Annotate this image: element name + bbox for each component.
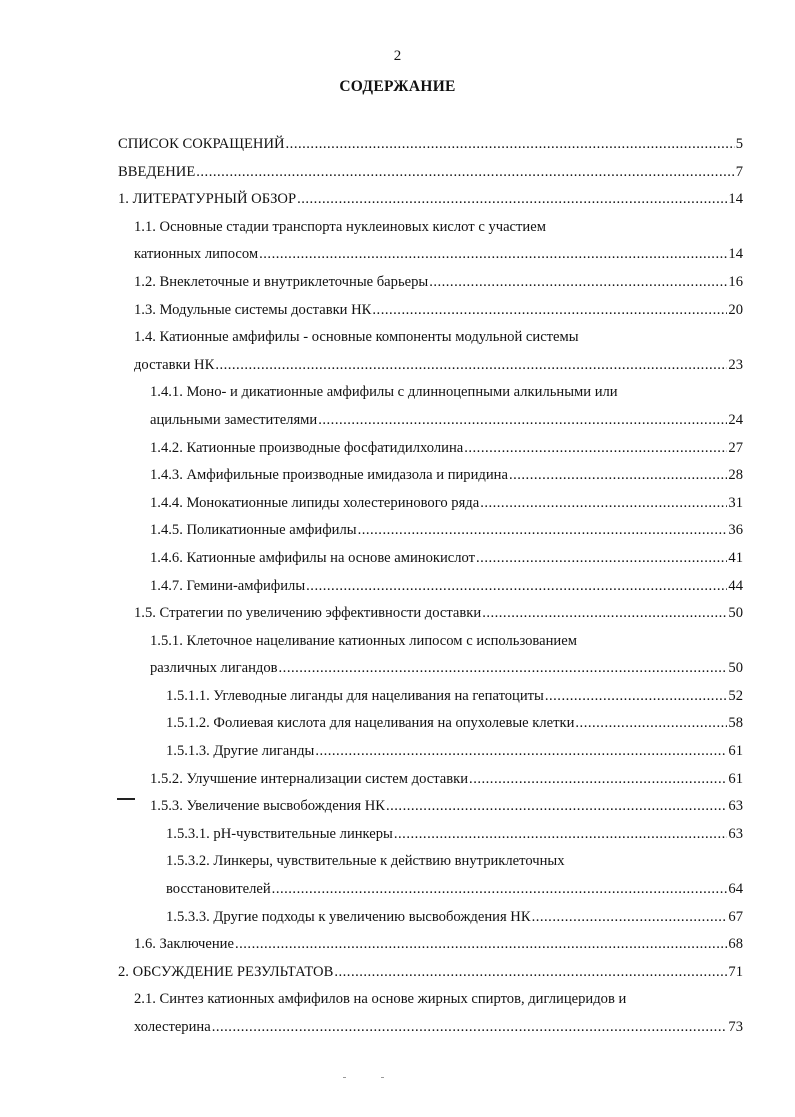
toc-page-number: 16 (728, 273, 743, 290)
toc-entry-title: 1.4.6. Катионные амфифилы на основе аминокислот (150, 549, 476, 566)
dot-leader (279, 655, 728, 683)
toc-entry-text: 1.5.1. Клеточное нацеливание катионных липосом с использованием (150, 632, 577, 649)
toc-entry[interactable] (0, 876, 795, 904)
dot-leader (306, 573, 727, 601)
toc-page-number: 28 (728, 467, 743, 484)
toc-entry[interactable] (0, 517, 795, 545)
page-title: СОДЕРЖАНИЕ (339, 78, 456, 95)
dot-leader (215, 352, 727, 380)
toc-page-number: 64 (728, 881, 743, 898)
toc-entry-title: 1.3. Модульные системы доставки НК (134, 301, 372, 318)
toc-entry-line (166, 821, 743, 849)
scan-speck (343, 1077, 346, 1078)
toc-entry-line (166, 904, 743, 932)
toc-entry-title: 1.4.7. Гемини-амфифилы (150, 577, 306, 594)
dot-leader (482, 600, 727, 628)
toc-entry-title: 1.6. Заключение (134, 936, 234, 953)
toc-entry-line (150, 407, 743, 435)
toc-page-number: 61 (728, 770, 743, 787)
dot-leader (464, 435, 727, 463)
toc-entry-title: холестерина (134, 1019, 211, 1035)
scan-speck (381, 1077, 384, 1078)
toc-page-number: 5 (735, 136, 743, 152)
toc-entry[interactable] (0, 683, 795, 711)
margin-dash-mark (117, 798, 135, 800)
toc-page-number: 20 (728, 301, 743, 318)
toc-entry[interactable] (0, 600, 795, 628)
toc-page-number: 44 (728, 577, 743, 594)
dot-leader (372, 297, 727, 325)
toc-entry-title: 1. ЛИТЕРАТУРНЫЙ ОБЗОР (118, 191, 297, 208)
dot-leader (315, 738, 727, 766)
toc-page-number: 52 (728, 687, 743, 704)
toc-entry-line (118, 159, 743, 187)
toc-entry-text: 1.4. Катионные амфифилы - основные компоненты модульной системы (134, 329, 579, 346)
toc-page-number: 63 (728, 798, 743, 815)
toc-page-number: 61 (728, 743, 743, 760)
toc-entry-line (150, 655, 743, 683)
dot-leader (476, 545, 727, 573)
dot-leader (212, 1014, 728, 1042)
toc-entry-title: 1.5.1.3. Другие лиганды (166, 743, 315, 760)
toc-entry[interactable] (0, 297, 795, 325)
toc-entry-title: 1.5.1.2. Фолиевая кислота для нацеливания на опухолевые клетки (166, 715, 575, 732)
toc-entry[interactable] (0, 655, 795, 683)
toc-entry[interactable] (0, 435, 795, 463)
dot-leader (272, 876, 728, 904)
toc-page-number: 50 (728, 605, 743, 622)
toc-entry-text: 2.1. Синтез катионных амфифилов на основе жирных спиртов, диглицеридов и (134, 991, 627, 1008)
toc-page-number: 7 (735, 163, 743, 180)
toc-entry-continued (0, 986, 795, 1014)
toc-entry[interactable] (0, 131, 795, 159)
toc-entry[interactable] (0, 766, 795, 794)
dot-leader (286, 131, 735, 159)
toc-entry-continued (0, 848, 795, 876)
toc-entry-line (150, 435, 743, 463)
page-number: 2 (393, 48, 402, 64)
toc-entry-title: СПИСОК СОКРАЩЕНИЙ (118, 136, 285, 152)
toc-entry-line (134, 1014, 743, 1042)
toc-page-number: 58 (728, 715, 743, 732)
toc-entry[interactable] (0, 462, 795, 490)
toc-page-number: 14 (728, 246, 743, 263)
toc-entry-title: 1.4.2. Катионные производные фосфатидилхолина (150, 439, 464, 456)
toc-entry-line (150, 462, 743, 490)
toc-entry-line (134, 269, 743, 297)
toc-entry-title: 1.4.4. Монокатионные липиды холестеринового ряда (150, 494, 480, 511)
toc-page-number: 24 (728, 411, 743, 428)
dot-leader (386, 793, 727, 821)
toc-page-number: 23 (728, 356, 743, 373)
toc-entry-line (134, 352, 743, 380)
toc-entry-line (166, 683, 743, 711)
toc-entry-title: 1.5.3. Увеличение высвобождения НК (150, 798, 385, 815)
toc-entry-title: 2. ОБСУЖДЕНИЕ РЕЗУЛЬТАТОВ (118, 963, 334, 980)
toc-page-number: 63 (728, 825, 743, 842)
toc-page-number: 50 (728, 660, 743, 677)
toc-entry-continued (0, 628, 795, 656)
toc-entry-line (150, 490, 743, 518)
toc-page-number: 71 (728, 963, 743, 980)
dot-leader (334, 959, 727, 987)
dot-leader (259, 241, 727, 269)
toc-entry-title: различных лигандов (150, 660, 278, 677)
toc-entry-text: 1.1. Основные стадии транспорта нуклеиновых кислот с участием (134, 218, 546, 235)
toc-entry-line (166, 738, 743, 766)
toc-page-number: 27 (728, 439, 743, 456)
toc-entry-line (134, 241, 743, 269)
toc-entry-title: восстановителей (166, 881, 271, 898)
toc-entry-title: 1.5. Стратегии по увеличению эффективности доставки (134, 605, 482, 622)
toc-entry[interactable] (0, 241, 795, 269)
dot-leader (480, 490, 727, 518)
toc-entry-line (134, 297, 743, 325)
toc-entry-line (150, 766, 743, 794)
table-of-contents (0, 131, 795, 1042)
toc-entry-title: ацильными заместителями (150, 411, 318, 428)
toc-entry[interactable] (0, 573, 795, 601)
toc-entry-line (150, 793, 743, 821)
toc-page-number: 14 (728, 191, 743, 208)
dot-leader (429, 269, 727, 297)
toc-entry[interactable] (0, 269, 795, 297)
toc-page-number: 31 (728, 494, 743, 511)
toc-entry[interactable] (0, 490, 795, 518)
dot-leader (545, 683, 728, 711)
toc-entry[interactable] (0, 407, 795, 435)
toc-entry-text: 1.4.1. Моно- и дикатионные амфифилы с длинноцепными алкильными или (150, 384, 618, 401)
toc-page-number: 41 (728, 549, 743, 566)
toc-entry-line (150, 545, 743, 573)
toc-entry[interactable] (0, 545, 795, 573)
dot-leader (235, 931, 727, 959)
toc-entry-title: 1.5.3.1. pH-чувствительные линкеры (166, 825, 393, 842)
toc-entry-title: 1.4.5. Поликатионные амфифилы (150, 522, 357, 539)
toc-entry[interactable] (0, 352, 795, 380)
toc-entry[interactable] (0, 159, 795, 187)
toc-entry-title: 1.4.3. Амфифильные производные имидазола и пиридина (150, 467, 508, 484)
toc-entry[interactable] (0, 186, 795, 214)
toc-page-number: 67 (728, 908, 743, 925)
dot-leader (575, 710, 727, 738)
toc-entry[interactable] (0, 710, 795, 738)
dot-leader (532, 904, 728, 932)
toc-entry-line (150, 517, 743, 545)
toc-entry-title: 1.5.1.1. Углеводные лиганды для нацеливания на гепатоциты (166, 687, 544, 704)
toc-entry-title: 1.5.2. Улучшение интернализации систем доставки (150, 770, 469, 787)
toc-page-number: 68 (728, 936, 743, 953)
toc-entry-text: 1.5.3.2. Линкеры, чувствительные к действию внутриклеточных (166, 853, 565, 870)
toc-entry-line (134, 600, 743, 628)
dot-leader (196, 159, 734, 187)
toc-entry-title: ВВЕДЕНИЕ (118, 163, 196, 180)
toc-page-number: 36 (728, 522, 743, 539)
toc-page-number: 73 (728, 1019, 743, 1035)
toc-entry-continued (0, 324, 795, 352)
dot-leader (318, 407, 727, 435)
toc-entry-line (166, 876, 743, 904)
toc-entry-line (118, 186, 743, 214)
toc-entry-line (118, 131, 743, 159)
toc-entry[interactable] (0, 1014, 795, 1042)
toc-entry[interactable] (0, 738, 795, 766)
toc-entry[interactable] (0, 959, 795, 987)
dot-leader (394, 821, 728, 849)
toc-entry-title: 1.5.3.3. Другие подходы к увеличению высвобождения НК (166, 908, 531, 925)
toc-entry[interactable] (0, 931, 795, 959)
toc-entry-line (134, 931, 743, 959)
toc-entry-line (166, 710, 743, 738)
toc-entry[interactable] (0, 904, 795, 932)
dot-leader (297, 186, 727, 214)
toc-entry-title: 1.2. Внеклеточные и внутриклеточные барьеры (134, 273, 429, 290)
toc-entry[interactable] (0, 821, 795, 849)
toc-entry-continued (0, 379, 795, 407)
toc-entry-continued (0, 214, 795, 242)
toc-entry-line (150, 573, 743, 601)
dot-leader (358, 517, 728, 545)
dot-leader (469, 766, 727, 794)
toc-entry-title: катионных липосом (134, 246, 259, 263)
dot-leader (509, 462, 727, 490)
toc-entry-line (118, 959, 743, 987)
toc-entry-title: доставки НК (134, 356, 215, 373)
